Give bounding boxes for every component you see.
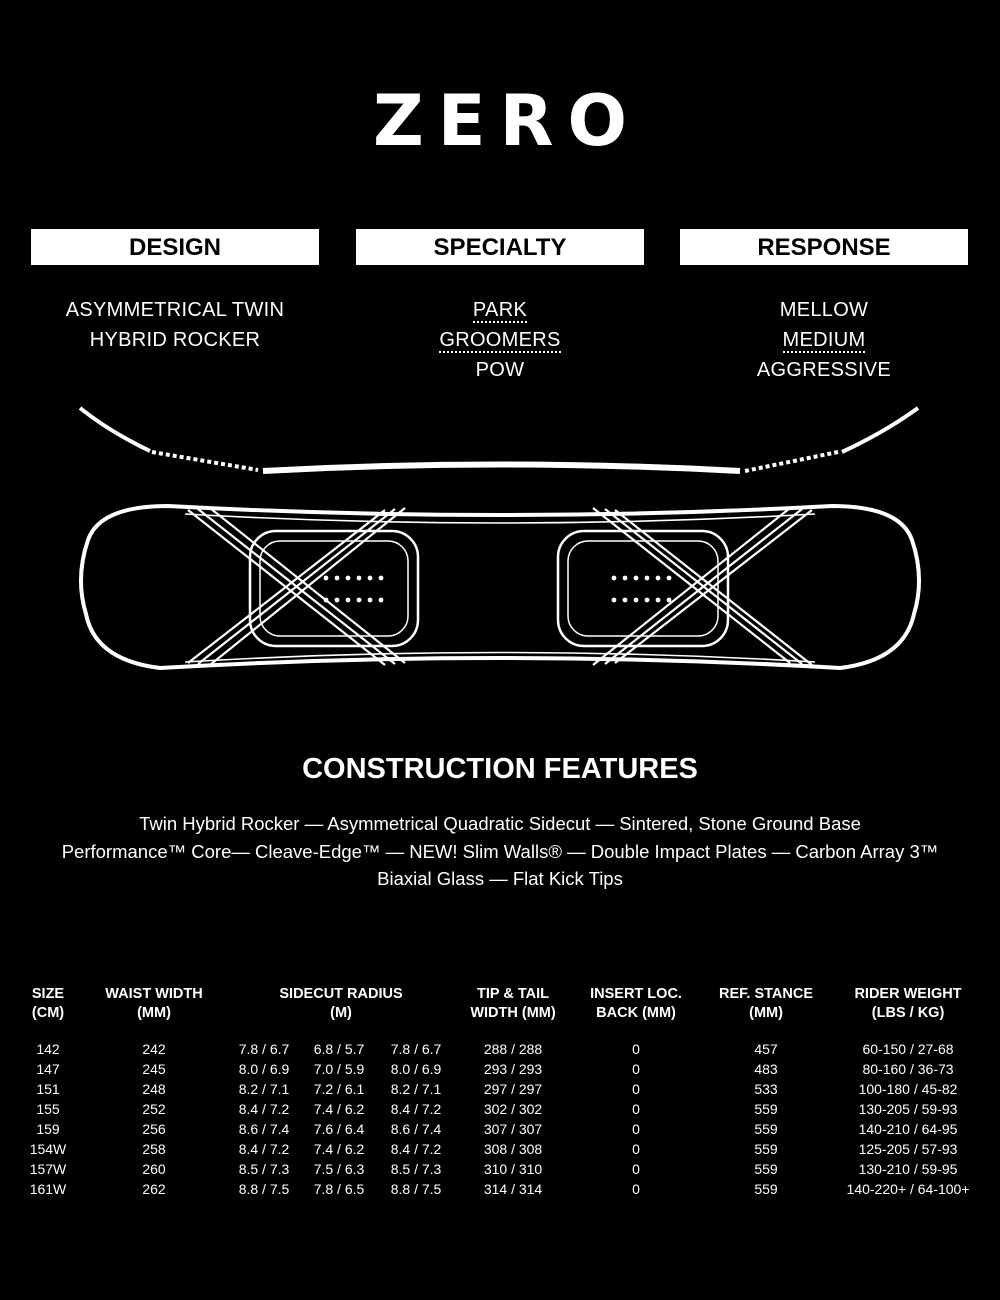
table-row: [14, 1159, 986, 1179]
table-row: [14, 1119, 986, 1139]
cell-tip-tail-width: 310 / 310: [483, 1161, 543, 1177]
cell-ref-stance: 559: [754, 1161, 778, 1177]
cell-rider-weight: 130-210 / 59-95: [858, 1161, 958, 1177]
header-ref-stance: REF. STANCE (MM): [719, 986, 814, 1021]
cell-sidecut-radius-1: 8.4 / 7.2: [238, 1141, 290, 1157]
cell-insert-location: 0: [632, 1161, 640, 1177]
cell-size: 155: [36, 1101, 60, 1117]
design-header: DESIGN: [31, 229, 319, 265]
table-row: [14, 1139, 986, 1159]
response-item-selected: MEDIUM: [782, 329, 866, 351]
cell-sidecut-radius-3: 8.2 / 7.1: [390, 1081, 442, 1097]
cell-sidecut-radius-1: 8.8 / 7.5: [238, 1181, 290, 1197]
cell-insert-location: 0: [632, 1101, 640, 1117]
cell-waist-width: 252: [142, 1101, 166, 1117]
cell-insert-location: 0: [632, 1081, 640, 1097]
cell-insert-location: 0: [632, 1041, 640, 1057]
cell-waist-width: 260: [142, 1161, 166, 1177]
cell-sidecut-radius-2: 7.6 / 6.4: [313, 1121, 365, 1137]
feature-line: Biaxial Glass — Flat Kick Tips: [377, 868, 623, 889]
cell-sidecut-radius-1: 8.0 / 6.9: [238, 1061, 290, 1077]
header-tip-tail-width: TIP & TAIL WIDTH (MM): [470, 986, 556, 1021]
cell-sidecut-radius-3: 8.8 / 7.5: [390, 1181, 442, 1197]
header-rider-weight: RIDER WEIGHT (LBS / KG): [854, 986, 962, 1021]
cell-rider-weight: 125-205 / 57-93: [858, 1141, 958, 1157]
cell-waist-width: 256: [142, 1121, 166, 1137]
cell-sidecut-radius-3: 8.0 / 6.9: [390, 1061, 442, 1077]
cell-insert-location: 0: [632, 1061, 640, 1077]
feature-line: Performance™ Core— Cleave-Edge™ — NEW! Slim Walls® — Double Impact Plates — Carbon Array 3™: [61, 840, 939, 862]
specialty-item: POW: [475, 359, 525, 381]
specs-header-row: [14, 985, 986, 1039]
insert-holes-icon: [324, 576, 672, 603]
specialty-list: [356, 295, 644, 385]
cell-size: 142: [36, 1041, 60, 1057]
cell-ref-stance: 559: [754, 1181, 778, 1197]
specialty-item-selected: PARK: [472, 299, 528, 321]
table-row: [14, 1059, 986, 1079]
specs-body: [14, 1039, 986, 1199]
cell-sidecut-radius-2: 6.8 / 5.7: [313, 1041, 365, 1057]
cell-rider-weight: 100-180 / 45-82: [858, 1081, 958, 1097]
cell-ref-stance: 533: [754, 1081, 778, 1097]
cell-ref-stance: 483: [754, 1061, 778, 1077]
cell-sidecut-radius-1: 8.2 / 7.1: [238, 1081, 290, 1097]
cell-tip-tail-width: 314 / 314: [483, 1181, 543, 1197]
cell-ref-stance: 559: [754, 1121, 778, 1137]
cell-rider-weight: 80-160 / 36-73: [862, 1061, 954, 1077]
cell-waist-width: 248: [142, 1081, 166, 1097]
cell-size: 154W: [29, 1141, 67, 1157]
header-waist-width: WAIST WIDTH (MM): [105, 986, 203, 1021]
cell-sidecut-radius-2: 7.0 / 5.9: [313, 1061, 365, 1077]
cell-size: 147: [36, 1061, 60, 1077]
cell-waist-width: 245: [142, 1061, 166, 1077]
cell-ref-stance: 559: [754, 1141, 778, 1157]
specialty-header: SPECIALTY: [356, 229, 644, 265]
cell-sidecut-radius-2: 7.2 / 6.1: [313, 1081, 365, 1097]
cell-sidecut-radius-1: 8.5 / 7.3: [238, 1161, 290, 1177]
specs-table: [14, 985, 986, 1199]
response-header: RESPONSE: [680, 229, 968, 265]
cell-insert-location: 0: [632, 1141, 640, 1157]
table-row: [14, 1099, 986, 1119]
cell-rider-weight: 60-150 / 27-68: [862, 1041, 954, 1057]
cell-sidecut-radius-3: 8.4 / 7.2: [390, 1141, 442, 1157]
cell-sidecut-radius-2: 7.8 / 6.5: [313, 1181, 365, 1197]
cell-tip-tail-width: 293 / 293: [483, 1061, 543, 1077]
cell-tip-tail-width: 308 / 308: [483, 1141, 543, 1157]
construction-features: [0, 810, 1000, 893]
cell-waist-width: 242: [142, 1041, 166, 1057]
response-item: AGGRESSIVE: [756, 359, 892, 381]
cell-sidecut-radius-1: 7.8 / 6.7: [238, 1041, 290, 1057]
cell-tip-tail-width: 302 / 302: [483, 1101, 543, 1117]
header-insert-location: INSERT LOC. BACK (MM): [590, 986, 682, 1021]
board-topsheet-icon: [81, 506, 919, 668]
cell-sidecut-radius-3: 8.4 / 7.2: [390, 1101, 442, 1117]
snowboard-illustration: [0, 395, 1000, 685]
cell-tip-tail-width: 297 / 297: [483, 1081, 543, 1097]
cell-size: 161W: [29, 1181, 67, 1197]
header-sidecut-radius: SIDECUT RADIUS (M): [279, 986, 403, 1021]
cell-sidecut-radius-1: 8.4 / 7.2: [238, 1101, 290, 1117]
specialty-item-selected: GROOMERS: [439, 329, 561, 351]
table-row: [14, 1179, 986, 1199]
cell-sidecut-radius-1: 8.6 / 7.4: [238, 1121, 290, 1137]
design-list: [31, 295, 319, 355]
cell-sidecut-radius-3: 8.5 / 7.3: [390, 1161, 442, 1177]
cell-sidecut-radius-2: 7.4 / 6.2: [313, 1141, 365, 1157]
rocker-profile-icon: [80, 408, 918, 471]
cell-ref-stance: 457: [754, 1041, 778, 1057]
cell-size: 159: [36, 1121, 60, 1137]
design-item: HYBRID ROCKER: [89, 329, 261, 351]
cell-waist-width: 258: [142, 1141, 166, 1157]
construction-title: CONSTRUCTION FEATURES: [302, 753, 698, 785]
cell-size: 151: [36, 1081, 60, 1097]
cell-sidecut-radius-3: 8.6 / 7.4: [390, 1121, 442, 1137]
cell-insert-location: 0: [632, 1121, 640, 1137]
header-size: SIZE (CM): [31, 986, 65, 1021]
cell-rider-weight: 130-205 / 59-93: [858, 1101, 958, 1117]
cell-ref-stance: 559: [754, 1101, 778, 1117]
cell-rider-weight: 140-210 / 64-95: [858, 1121, 958, 1137]
cell-waist-width: 262: [142, 1181, 166, 1197]
response-list: [680, 295, 968, 385]
cell-tip-tail-width: 307 / 307: [483, 1121, 543, 1137]
cell-sidecut-radius-2: 7.5 / 6.3: [313, 1161, 365, 1177]
response-item: MELLOW: [779, 299, 869, 321]
cell-rider-weight: 140-220+ / 64-100+: [846, 1181, 970, 1197]
feature-line: Twin Hybrid Rocker — Asymmetrical Quadratic Sidecut — Sintered, Stone Ground Base: [139, 813, 861, 834]
cell-sidecut-radius-3: 7.8 / 6.7: [390, 1041, 442, 1057]
table-row: [14, 1039, 986, 1059]
table-row: [14, 1079, 986, 1099]
cell-size: 157W: [29, 1161, 67, 1177]
product-title: ZERO: [373, 80, 641, 162]
design-item: ASYMMETRICAL TWIN: [65, 299, 285, 321]
cell-sidecut-radius-2: 7.4 / 6.2: [313, 1101, 365, 1117]
cell-insert-location: 0: [632, 1181, 640, 1197]
cell-tip-tail-width: 288 / 288: [483, 1041, 543, 1057]
